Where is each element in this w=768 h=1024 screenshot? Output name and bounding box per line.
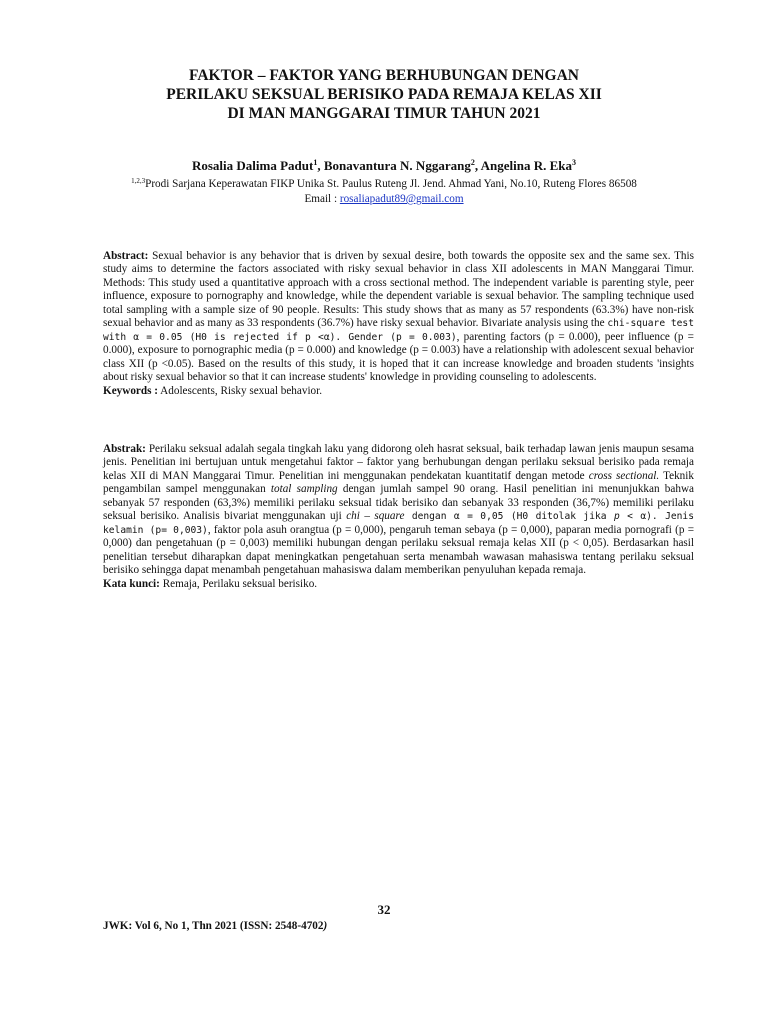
abstrak-stat-p: p (613, 511, 620, 523)
author-3-affil-mark: 3 (572, 158, 577, 167)
author-list (0, 158, 768, 174)
keywords-text: Adolescents, Risky sexual behavior. (158, 384, 323, 397)
email-label: Email : (304, 193, 340, 205)
author-2-name: Bonavantura N. Nggarang (323, 158, 471, 173)
title-line-3: DI MAN MANGGARAI TIMUR TAHUN 2021 (227, 105, 541, 122)
abstrak-text-1: Perilaku seksual adalah segala tingkah laku yang didorong oleh hasrat seksual, baik terhadap lawan jenis maupun sesama jenis. Penelitian ini bertujuan untuk mengetahui faktor – faktor yang berhubungan dengan perilaku seksual berisiko pada remaja kelas XII di MAN Manggarai Timur. Penelitian ini menggunakan pendekatan kuantitatif dengan metode (103, 443, 694, 482)
title-line-1: FAKTOR – FAKTOR YANG BERHUBUNGAN DENGAN (189, 67, 579, 84)
abstrak-italic-test: chi – square (346, 510, 405, 523)
page-number: 32 (377, 902, 391, 917)
kata-kunci-label: Kata kunci: (103, 577, 160, 590)
abstract-stat-text: chi-square test with α = 0.05 (H0 is rejected if p <α). Gender (p = 0.003) (103, 318, 694, 343)
affiliation-marks: 1,2,3 (131, 177, 146, 185)
abstract-english (103, 250, 694, 398)
journal-citation (103, 920, 327, 932)
abstrak-italic-method: cross sectional. (588, 469, 660, 482)
keywords-english (103, 385, 694, 398)
paper-title (0, 66, 768, 123)
abstrak-label: Abstrak: (103, 443, 146, 455)
author-1-affil-mark: 1 (313, 158, 318, 167)
email-link[interactable]: rosaliapadut89@gmail.com (339, 193, 464, 205)
abstract-text-2: , parenting factors (p = 0.000), peer influence (p = 0.000), exposure to pornographic media (p = 0.000) and knowledge (p = 0.003) have a relationship with adolescent sexual behavior class XII (p <0.05). Based on the results of this study, it is hoped that it can increase knowledge and broaden students 'insights about risky sexual behavior so that it can increase students' knowledge in providing counseling to adolescents. (103, 330, 694, 384)
abstrak-stat-text-2: < α). Jenis kelamin (p= 0,003) (103, 511, 694, 536)
title-line-2: PERILAKU SEKSUAL BERISIKO PADA REMAJA KELAS XII (166, 86, 602, 103)
abstrak-text-3: dengan jumlah sampel 90 orang. Hasil penelitian ini menunjukkan bahwa sebanyak 57 responden (63,3%) memiliki perilaku seksual tidak berisiko dan sebanyak 33 responden (36,7%) memiliki perilaku seksual berisiko. Analisis bivariat menggunakan uji (103, 483, 694, 523)
author-separator: , (474, 158, 481, 173)
abstrak-italic-sampling: total sampling (270, 483, 338, 496)
author-3-name: Angelina R. Eka (480, 158, 573, 173)
author-1-name: Rosalia Dalima Padut (191, 158, 314, 173)
affiliation (0, 177, 768, 191)
affiliation-text: Prodi Sarjana Keperawatan FIKP Unika St. Paulus Ruteng Jl. Jend. Ahmad Yani, No.10, Ruteng Flores 86508 (145, 178, 637, 190)
author-separator: , (317, 158, 324, 173)
abstrak-text-2: Teknik pengambilan sampel menggunakan (103, 469, 694, 496)
abstract-text-1: Sexual behavior is any behavior that is driven by sexual desire, both towards the opposite sex and the same sex. This study aims to determine the factors associated with risky sexual behavior in class XII adolescents in MAN Manggarai Timur. Methods: This study used a quantitative approach with a cross sectional method. The independent variable is parenting style, peer influence, exposure to pornography and knowledge, while the dependent variable is sexual behavior. The sampling technique used total sampling with a sample size of 90 people. Results: This study shows that as many as 57 respondents (63.3%) have non-risk sexual behavior and as many as 33 respondents (36.7%) have risky sexual behavior. Bivariate analysis using the (103, 250, 694, 330)
abstrak-stat-text-1: dengan α = 0,05 (H0 ditolak jika (404, 511, 614, 523)
abstract-label: Abstract: (103, 250, 149, 262)
abstrak-text-4: , faktor pola asuh orangtua (p = 0,000), pengaruh teman sebaya (p = 0,000), paparan media pornografi (p = 0,000) dan pengetahuan (p = 0,003) memiliki hubungan dengan perilaku seksual remaja kelas XII (p < 0,05). Berdasarkan hasil penelitian tersebut diharapkan dapat meningkatkan pengetahuan serta menambah wawasan mahasiswa tentang perilaku seksual berisiko sehingga dapat menambah pengetahuan mahasiswa dalam memberikan penyuluhan kepada remaja. (103, 523, 694, 577)
abstract-indonesian (103, 443, 694, 591)
contact-email (0, 192, 768, 206)
keywords-label: Keywords : (103, 384, 158, 397)
abstrak-body (103, 443, 694, 578)
keywords-indonesian (103, 578, 694, 591)
kata-kunci-text: Remaja, Perilaku seksual berisiko. (159, 577, 318, 590)
abstract-english-body (103, 250, 694, 385)
journal-citation-close: ) (323, 920, 328, 932)
author-2-affil-mark: 2 (470, 158, 475, 167)
journal-citation-main: JWK: Vol 6, No 1, Thn 2021 (ISSN: 2548-4702 (103, 920, 324, 932)
